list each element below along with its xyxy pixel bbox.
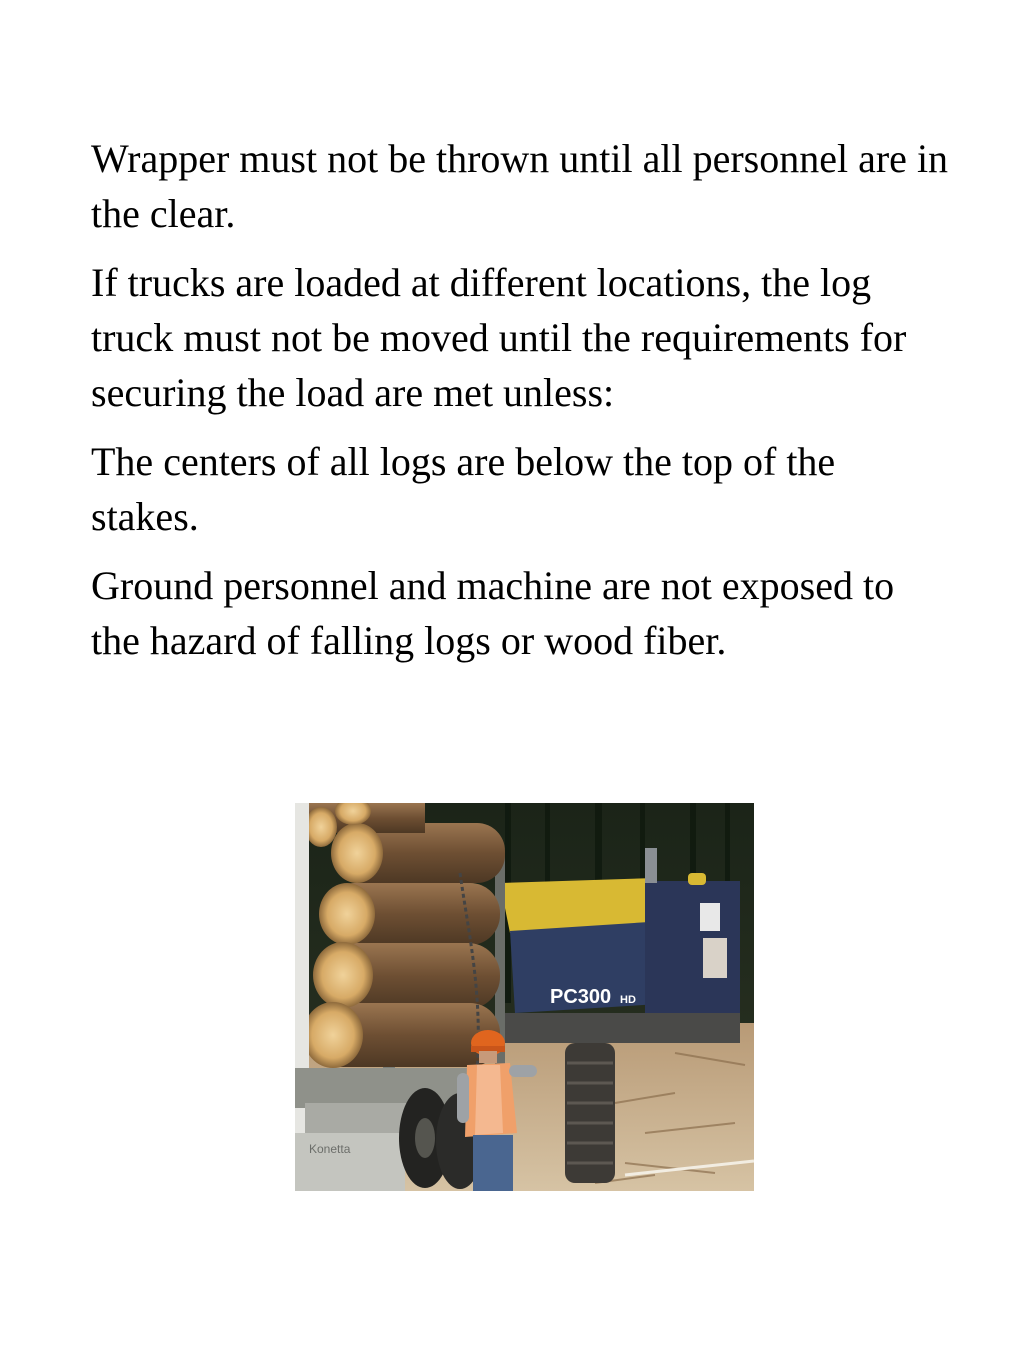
paragraph-ground-personnel: Ground personnel and machine are not exposed to the hazard of falling logs or wood fiber. [91,563,895,663]
machine-suffix-label: HD [620,994,636,1006]
truck-brand-label: Konetta [309,1142,351,1156]
paragraph-log-centers: The centers of all logs are below the top of the stakes. [91,439,836,539]
machine-model-label: PC300 [550,986,612,1008]
slide-text [91,131,951,682]
log-truck-photo [295,803,754,1191]
paragraph-loading-rule: If trucks are loaded at different locations, the log truck must not be moved until the requirements for securing the load are met unless: [91,260,907,415]
paragraph-wrapper-rule: Wrapper must not be thrown until all personnel are in the clear. [91,136,949,236]
